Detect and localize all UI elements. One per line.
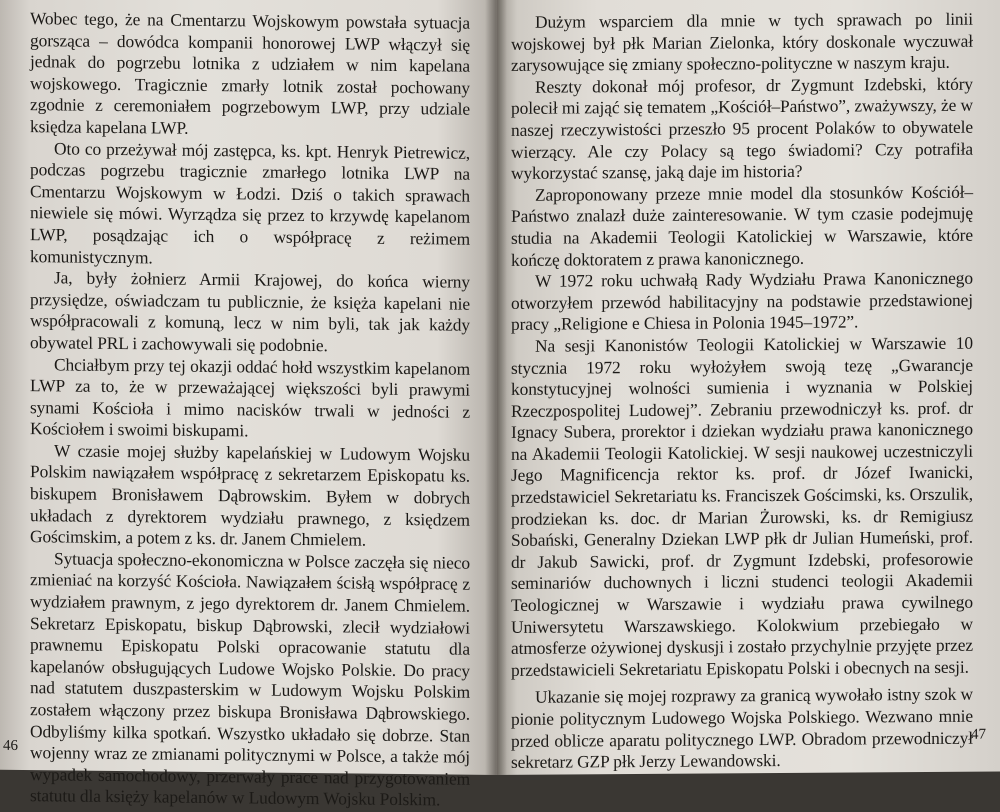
paragraph: Ja, były żołnierz Armii Krajowej, do końca wierny przysiędze, oświadczam tu publicznie, że księża kapelani nie współpracowali z komuną, lecz w nim byli, tak jak każdy obywatel PRL i zachowywali się podobnie. (30, 267, 470, 356)
paragraph: Wobec tego, że na Cmentarzu Wojskowym powstała sytuacja gorsząca – dowódca kompanii honorowej LWP włączył się jednak do pogrzebu lotnika z udziałem w nim kapelana wojskowego. Tragicznie zmarły lotnik został pochowany zgodnie z ceremoniałem pogrzebowym LWP, przy udziale księdza kapelana LWP. (30, 8, 470, 138)
paragraph: W 1972 roku uchwałą Rady Wydziału Prawa Kanonicznego otworzyłem przewód habilitacyjny na podstawie przedstawionej pracy „Religione e Chiesa in Polonia 1945–1972”. (511, 267, 973, 335)
paragraph: Zaproponowany przeze mnie model dla stosunków Kościół–Państwo znalazł duże zainteresowanie. W tym czasie podejmuję studia na Akademii Teologii Katolickiej w Warszawie, które kończę doktoratem z prawa kanonicznego. (511, 181, 973, 270)
right-page-text (511, 9, 973, 774)
paragraph: Ukazanie się mojej rozprawy za granicą wywołało istny szok w pionie politycznym Ludowego Wojska Polskiego. Wezwano mnie przed oblicze aparatu politycznego LWP. Obradom przewodniczył sekretarz GZP płk Jerzy Lewandowski. (511, 684, 973, 773)
paragraph: Chciałbym przy tej okazji oddać hołd wszystkim kapelanom LWP za to, że w przeważającej większości byli prawymi synami Kościoła i mimo nacisków trwali w jedności z Kościołem i swoimi biskupami. (30, 353, 470, 441)
paragraph: Na sesji Kanonistów Teologii Katolickiej w Warszawie 10 stycznia 1972 roku wyłożyłem swoją tezę „Gwarancje konstytucyjnej wolności sumienia i wyznania w Polskiej Rzeczpospolitej Ludowej”. Zebraniu przewodniczył ks. prof. dr Ignacy Subera, prorektor i dziekan wydziału prawa kanonicznego na Akademii Teologii Katolickiej. W sesji naukowej uczestniczyli Jego Magnificencja rektor ks. prof. dr Józef Iwanicki, przedstawiciel Sekretariatu ks. Franciszek Gościmski, ks. Orszulik, prodziekan ks. doc. dr Marian Żurowski, ks. dr Remigiusz Sobański, Generalny Dziekan LWP płk dr Julian Humeński, prof. dr Jakub Sawicki, prof. dr Zygmunt Izdebski, profesorowie seminariów duchownych i liczni studenci teologii Akademii Teologicznej w Warszawie i wydziału prawa cywilnego Uniwersytetu Warszawskiego. Kolokwium przebiegało w atmosferze ożywionej dyskusji i zostało przychylnie przyjęte przez przedstawicieli Sekretariatu Episkopatu Polski i obecnych na sesji. (511, 332, 973, 680)
paragraph: Dużym wsparciem dla mnie w tych sprawach po linii wojskowej był płk Marian Zielonka, który doskonale wyczuwał zarysowujące się zmiany społeczno-polityczne w naszym kraju. (511, 8, 973, 76)
left-page-text (30, 8, 470, 812)
left-page (0, 0, 497, 810)
paragraph: W czasie mojej służby kapelańskiej w Ludowym Wojsku Polskim nawiązałem współpracę z sekretarzem Episkopatu ks. biskupem Bronisławem Dąbrowskim. Byłem w dobrych układach z dyrektorem wydziału prawnego, z księdzem Gościmskim, a potem z ks. dr. Janem Chmielem. (30, 440, 470, 550)
right-page (497, 0, 1000, 775)
paragraph: Oto co przeżywał mój zastępca, ks. kpt. Henryk Pietrewicz, podczas pogrzebu tragicznie zmarłego lotnika LWP na Cmentarzu Wojskowym w Łodzi. Dziś o takich sprawach niewiele się mówi. Wyrządza się przez to krzywdę kapelanom LWP, posądzając ich o współpracę z reżimem komunistycznym. (30, 137, 470, 267)
book-gutter (485, 0, 507, 775)
page-number: 46 (3, 737, 18, 754)
paragraph: Reszty dokonał mój profesor, dr Zygmunt Izdebski, który polecił mi zająć się tematem „Kościół–Państwo”, zważywszy, że w naszej rzeczywistości przeszło 95 procent Polaków to obywatele wierzący. Ale czy Polacy są tego świadomi? Czy potrafiła wykorzystać szansę, jaką daje im historia? (511, 73, 973, 184)
paragraph: Sytuacja społeczno-ekonomiczna w Polsce zaczęła się nieco zmieniać na korzyść Kościoła. Nawiązałem ścisłą współpracę z wydziałem prawnym, z jego dyrektorem dr. Janem Chmielem. Sekretarz Episkopatu, biskup Dąbrowski, zlecił wydziałowi prawnemu Episkopatu Polski opracowanie statutu dla kapelanów obsługujących Ludowe Wojsko Polskie. Do pracy nad statutem duszpasterskim w Ludowym Wojsku Polskim zostałem włączony przez biskupa Bronisława Dąbrowskiego. Odbyliśmy kilka spotkań. Wszystko układało się dobrze. Stan wojenny wraz ze zmianami politycznymi w Polsce, a także mój wypadek samochodowy, przerwały prace nad przygotowaniem statutu dla księży kapelanów w Ludowym Wojsku Polskim. (30, 548, 470, 810)
page-number: 47 (971, 726, 986, 743)
